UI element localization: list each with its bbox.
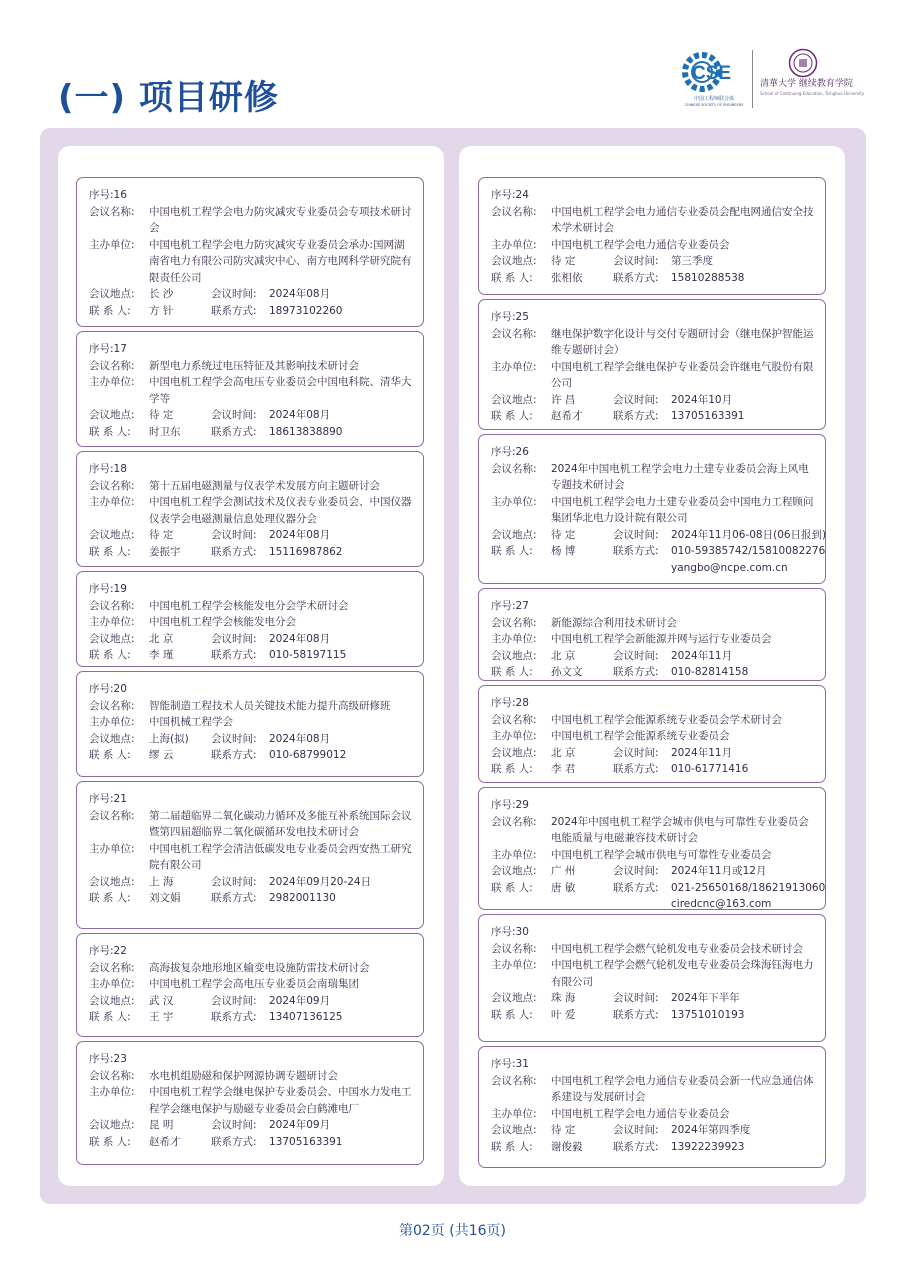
seq-value: 22 [113,945,127,957]
name-label: 会议名称: [89,961,135,974]
meeting-time: 2024年08月 [269,732,331,745]
meeting-phone: 15810288538 [671,271,745,284]
meeting-email: ciredcnc@163.com [671,898,772,910]
cse-logo [680,48,748,112]
meeting-name: 水电机组励磁和保护网源协调专题研讨会 [149,1069,338,1082]
time-label: 会议时间: [613,1124,659,1136]
meeting-phone: 010-68799012 [269,749,347,761]
seq-label: 序号: [89,793,114,805]
name-label: 会议名称: [491,205,537,218]
meeting-place: 待 定 [149,529,174,541]
place-label: 会议地点: [491,992,537,1004]
seq-label: 序号: [89,583,114,595]
name-label: 会议名称: [491,616,537,629]
meeting-name: 2024年中国电机工程学会电力土建专业委员会海上风电专题技术研讨会 [551,462,809,491]
meeting-place: 北 京 [551,746,576,759]
host-label: 主办单位: [89,496,135,508]
cse-caption-en: CHINESE SOCIETY OF ENGINEERS [684,103,744,107]
meeting-card [478,588,826,681]
host-label: 主办单位: [89,376,135,388]
tsinghua-sub: School of Continuing Education, Tsinghua University [760,91,865,96]
seq-label: 序号: [491,189,516,201]
seq-value: 29 [515,799,529,811]
phone-label: 联系方式: [211,649,257,661]
meeting-time: 2024年09月 [269,994,331,1007]
cse-logo-text: CSE [692,63,732,84]
meeting-time: 2024年08月 [269,288,331,300]
meeting-time: 2024年下半年 [671,992,740,1004]
meeting-time: 2024年第四季度 [671,1124,751,1136]
time-label: 会议时间: [211,288,257,300]
contact-label: 联 系 人: [89,545,131,558]
seq-label: 序号: [89,945,114,957]
meeting-contact: 谢俊毅 [551,1140,583,1153]
meeting-time: 第三季度 [671,255,713,267]
meeting-place: 待 定 [149,409,174,421]
place-label: 会议地点: [89,288,135,300]
time-label: 会议时间: [613,393,659,406]
seq-value: 19 [113,583,127,595]
place-label: 会议地点: [491,255,537,267]
place-label: 会议地点: [89,529,135,541]
time-label: 会议时间: [211,529,257,541]
phone-label: 联系方式: [613,1008,659,1021]
meeting-name: 中国电机工程学会核能发电分会学术研讨会 [149,599,349,612]
meeting-time: 2024年11月 [671,746,733,759]
meeting-card [478,1046,826,1168]
meeting-name: 高海拔复杂地形地区输变电设施防雷技术研讨会 [149,961,370,974]
seq-label: 序号: [89,463,114,475]
time-label: 会议时间: [211,732,257,745]
meeting-card [478,914,826,1042]
host-label: 主办单位: [491,495,537,508]
phone-label: 联系方式: [613,410,659,422]
meeting-phone: 010-59385742/15810082276 [671,545,826,557]
right-column [459,146,845,1186]
host-label: 主办单位: [491,633,537,645]
contact-label: 联 系 人: [89,892,131,904]
meeting-time: 2024年11月或12月 [671,865,767,877]
meeting-name: 第十五届电磁测量与仪表学术发展方向主题研讨会 [149,479,380,492]
page-title: (一) 项目研修 [58,78,279,118]
seq-value: 31 [515,1058,529,1070]
phone-label: 联系方式: [613,881,659,894]
meeting-host: 中国电机工程学会清洁低碳发电专业委员会西安热工研究院有限公司 [149,842,412,871]
time-label: 会议时间: [211,875,257,888]
meeting-place: 上 海 [149,875,174,888]
seq-label: 序号: [491,799,516,811]
name-label: 会议名称: [491,815,537,828]
place-label: 会议地点: [89,875,135,888]
seq-value: 28 [515,697,529,709]
seq-value: 16 [113,189,127,201]
meeting-name: 中国电机工程学会能源系统专业委员会学术研讨会 [551,713,782,726]
host-label: 主办单位: [89,978,135,990]
meeting-contact: 赵希才 [551,410,583,422]
meeting-contact: 杨 博 [551,545,576,557]
name-label: 会议名称: [89,479,135,492]
meeting-contact: 孙文文 [551,666,583,678]
meeting-time: 2024年09月 [269,1119,331,1131]
meeting-contact: 叶 爱 [551,1008,576,1021]
phone-label: 联系方式: [613,545,659,557]
meeting-host: 中国机械工程学会 [149,716,233,728]
seq-label: 序号: [491,311,516,323]
time-label: 会议时间: [613,649,659,662]
phone-label: 联系方式: [211,425,257,438]
meeting-contact: 缪 云 [149,749,174,761]
cse-caption: 中国工程师联合体 [693,96,734,102]
contact-label: 联 系 人: [491,1140,533,1153]
seq-label: 序号: [89,683,114,695]
seq-label: 序号: [491,446,516,458]
contact-label: 联 系 人: [89,749,131,761]
meeting-contact: 唐 敏 [551,881,576,894]
meeting-contact: 李 君 [551,763,576,775]
meeting-contact: 姜振宇 [149,545,181,558]
meeting-place: 北 京 [551,649,576,662]
meeting-place: 待 定 [551,255,576,267]
meeting-contact: 王 宇 [149,1011,174,1023]
meeting-name: 新能源综合利用技术研讨会 [551,616,677,629]
time-label: 会议时间: [613,255,659,267]
contact-label: 联 系 人: [89,1135,131,1148]
meeting-name: 新型电力系统过电压特征及其影响技术研讨会 [149,359,359,372]
contact-label: 联 系 人: [491,1008,533,1021]
time-label: 会议时间: [613,865,659,877]
meeting-phone: 18613838890 [269,425,343,438]
meeting-phone: 13705163391 [671,410,745,422]
meeting-contact: 张相依 [551,271,583,284]
meeting-phone: 2982001130 [269,892,336,904]
meeting-card [76,1041,424,1165]
meeting-card [76,177,424,327]
place-label: 会议地点: [491,649,537,662]
meeting-name: 第二届超临界二氧化碳动力循环及多能互补系统国际会议暨第四届超临界二氧化碳循环发电技术研讨会 [149,809,412,838]
meeting-contact: 赵希才 [149,1135,181,1148]
seq-label: 序号: [491,1058,516,1070]
name-label: 会议名称: [89,359,135,372]
meeting-host: 中国电机工程学会电力防灾减灾专业委员会承办:国网湖南省电力有限公司防灾减灾中心、南方电网科学研究院有限责任公司 [149,238,412,284]
name-label: 会议名称: [89,205,135,218]
time-label: 会议时间: [211,1119,257,1131]
meeting-name: 中国电机工程学会电力通信专业委员会新一代应急通信体系建设与发展研讨会 [551,1074,814,1103]
meeting-time: 2024年08月 [269,409,331,421]
contact-label: 联 系 人: [89,649,131,661]
meeting-phone: 13407136125 [269,1011,343,1023]
meeting-place: 广 州 [551,865,576,877]
meeting-contact: 刘文娟 [149,892,181,904]
seq-value: 18 [113,463,127,475]
name-label: 会议名称: [89,599,135,612]
name-label: 会议名称: [491,1074,537,1087]
host-label: 主办单位: [89,1086,135,1098]
meeting-card [76,331,424,447]
tsinghua-seal-icon [788,48,818,78]
contact-label: 联 系 人: [491,666,533,678]
meeting-phone: 010-82814158 [671,666,749,678]
meeting-place: 北 京 [149,632,174,645]
phone-label: 联系方式: [613,1140,659,1153]
seq-value: 17 [113,343,127,355]
time-label: 会议时间: [613,992,659,1004]
contact-label: 联 系 人: [491,410,533,422]
left-column [58,146,444,1186]
seq-label: 序号: [89,343,114,355]
seq-value: 20 [113,683,127,695]
meeting-card [478,177,826,295]
contact-label: 联 系 人: [491,545,533,557]
place-label: 会议地点: [491,528,537,541]
seq-value: 21 [113,793,127,805]
meeting-name: 中国电机工程学会电力通信专业委员会配电网通信安全技术学术研讨会 [551,205,814,234]
time-label: 会议时间: [613,746,659,759]
meeting-place: 许 昌 [551,393,576,406]
seq-label: 序号: [491,697,516,709]
meeting-place: 昆 明 [149,1119,174,1131]
meeting-host: 中国电机工程学会新能源并网与运行专业委员会 [551,633,772,645]
logo-divider [752,50,753,108]
contact-label: 联 系 人: [89,425,131,438]
meeting-time: 2024年08月 [269,529,331,541]
meeting-place: 待 定 [551,528,576,541]
contact-label: 联 系 人: [491,881,533,894]
meeting-card [76,571,424,667]
phone-label: 联系方式: [613,666,659,678]
meeting-phone: 13751010193 [671,1008,745,1021]
meeting-host: 中国电机工程学会城市供电与可靠性专业委员会 [551,848,772,861]
seq-value: 23 [113,1053,127,1065]
meeting-card [478,685,826,783]
phone-label: 联系方式: [211,749,257,761]
meeting-host: 中国电机工程学会高电压专业委员会南瑞集团 [149,978,359,990]
place-label: 会议地点: [491,746,537,759]
seq-label: 序号: [491,926,516,938]
meeting-host: 中国电机工程学会高电压专业委员会中国电科院、清华大学等 [149,376,412,405]
meeting-email: yangbo@ncpe.com.cn [671,561,788,574]
meeting-name: 2024年中国电机工程学会城市供电与可靠性专业委员会电能质量与电磁兼容技术研讨会 [551,815,809,844]
name-label: 会议名称: [89,1069,135,1082]
time-label: 会议时间: [211,409,257,421]
host-label: 主办单位: [491,1107,537,1120]
meeting-name: 中国电机工程学会电力防灾减灾专业委员会专项技术研讨会 [149,205,412,234]
meeting-card [478,787,826,910]
meeting-host: 中国电机工程学会能源系统专业委员会 [551,730,730,742]
meeting-host: 中国电机工程学会继电保护专业委员会、中国水力发电工程学会继电保护与励磁专业委员会白鹤滩电厂 [149,1086,412,1115]
name-label: 会议名称: [491,942,537,955]
meeting-host: 中国电机工程学会电力土建专业委员会中国电力工程顾问集团华北电力设计院有限公司 [551,495,814,524]
logo-group [676,48,876,114]
meeting-contact: 李 瑾 [149,649,174,661]
contact-label: 联 系 人: [89,1011,131,1023]
meeting-place: 珠 海 [551,992,576,1004]
meeting-card [478,299,826,430]
meeting-host: 中国电机工程学会电力通信专业委员会 [551,238,730,251]
time-label: 会议时间: [211,994,257,1007]
host-label: 主办单位: [491,360,537,373]
phone-label: 联系方式: [211,304,257,317]
meeting-phone: 15116987862 [269,545,343,558]
name-label: 会议名称: [491,327,537,340]
meeting-place: 武 汉 [149,994,174,1007]
host-label: 主办单位: [89,616,135,628]
host-label: 主办单位: [491,959,537,971]
name-label: 会议名称: [491,462,537,475]
meeting-phone: 021-25650168/18621913060 [671,881,826,894]
host-label: 主办单位: [89,716,135,728]
meeting-host: 中国电机工程学会核能发电分会 [149,616,296,628]
meeting-card [76,781,424,929]
meeting-contact: 时卫东 [149,425,181,438]
time-label: 会议时间: [613,528,659,541]
place-label: 会议地点: [89,632,135,645]
meeting-name: 智能制造工程技术人员关键技术能力提升高级研修班 [149,699,391,712]
time-label: 会议时间: [211,632,257,645]
place-label: 会议地点: [89,732,135,745]
meeting-host: 中国电机工程学会电力通信专业委员会 [551,1107,730,1120]
place-label: 会议地点: [491,865,537,877]
phone-label: 联系方式: [211,1011,257,1023]
meeting-time: 2024年11月 [671,649,733,662]
host-label: 主办单位: [491,730,537,742]
meeting-phone: 13705163391 [269,1135,343,1148]
phone-label: 联系方式: [613,271,659,284]
name-label: 会议名称: [491,713,537,726]
place-label: 会议地点: [491,1124,537,1136]
host-label: 主办单位: [89,842,135,855]
meeting-card [76,671,424,777]
meeting-name: 继电保护数字化设计与交付专题研讨会（继电保护智能运维专题研讨会） [551,327,814,356]
seq-label: 序号: [89,1053,114,1065]
seq-label: 序号: [491,600,516,612]
place-label: 会议地点: [89,994,135,1007]
seq-value: 25 [515,311,529,323]
meeting-time: 2024年11月06-08日(06日报到) [671,528,827,541]
tsinghua-name: 清華大学 继续教育学院 [760,79,853,89]
contact-label: 联 系 人: [491,763,533,775]
meeting-time: 2024年09月20-24日 [269,875,372,888]
name-label: 会议名称: [89,809,135,822]
phone-label: 联系方式: [211,892,257,904]
meeting-card [76,933,424,1037]
host-label: 主办单位: [89,238,135,251]
meeting-contact: 方 针 [149,304,174,317]
contact-label: 联 系 人: [89,304,131,317]
place-label: 会议地点: [89,409,135,421]
name-label: 会议名称: [89,699,135,712]
meeting-host: 中国电机工程学会燃气轮机发电专业委员会珠海钰海电力有限公司 [551,959,814,988]
meeting-place: 上海(拟) [149,732,189,745]
seq-value: 30 [515,926,529,938]
phone-label: 联系方式: [211,1135,257,1148]
place-label: 会议地点: [89,1119,135,1131]
page-footer: 第02页 (共16页) [398,1223,506,1239]
seq-label: 序号: [89,189,114,201]
meeting-phone: 18973102260 [269,304,343,317]
meeting-phone: 13922239923 [671,1140,745,1153]
seq-value: 24 [515,189,529,201]
seq-value: 26 [515,446,529,458]
phone-label: 联系方式: [211,545,257,558]
meeting-place: 待 定 [551,1124,576,1136]
meeting-name: 中国电机工程学会燃气轮机发电专业委员会技术研讨会 [551,942,803,955]
meeting-card [478,434,826,584]
meeting-time: 2024年10月 [671,393,733,406]
meeting-card [76,451,424,567]
contact-label: 联 系 人: [491,271,533,284]
host-label: 主办单位: [491,238,537,251]
meeting-host: 中国电机工程学会测试技术及仪表专业委员会、中国仪器仪表学会电磁测量信息处理仪器分会 [149,496,412,525]
meeting-place: 长 沙 [149,288,174,300]
meeting-time: 2024年08月 [269,632,331,645]
meeting-phone: 010-58197115 [269,649,347,661]
meeting-host: 中国电机工程学会继电保护专业委员会许继电气股份有限公司 [551,360,814,389]
meeting-phone: 010-61771416 [671,763,749,775]
phone-label: 联系方式: [613,763,659,775]
seq-value: 27 [515,600,529,612]
place-label: 会议地点: [491,393,537,406]
host-label: 主办单位: [491,848,537,861]
